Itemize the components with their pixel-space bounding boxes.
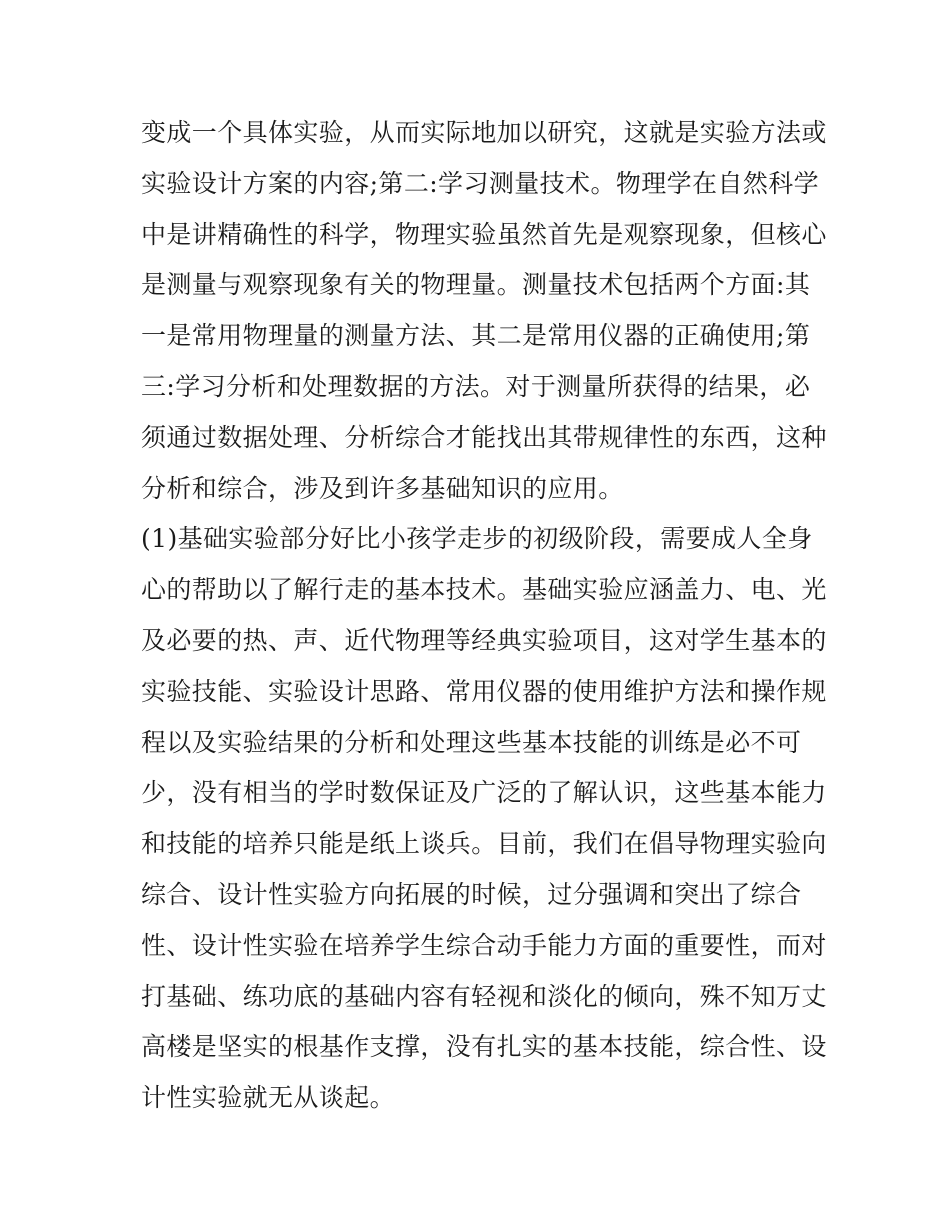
- text-line: 打基础、练功底的基础内容有轻视和淡化的倾向，殊不知万丈: [141, 981, 827, 1011]
- text-line: 少，没有相当的学时数保证及广泛的了解认识，这些基本能力: [141, 778, 827, 808]
- text-line: 实验技能、实验设计思路、常用仪器的使用维护方法和操作规: [141, 676, 827, 706]
- text-line: 和技能的培养只能是纸上谈兵。目前，我们在倡导物理实验向: [141, 829, 827, 859]
- text-line: 中是讲精确性的科学，物理实验虽然首先是观察现象，但核心: [141, 219, 827, 249]
- body-text: [141, 108, 827, 1124]
- text-line: 心的帮助以了解行走的基本技术。基础实验应涵盖力、电、光: [141, 575, 827, 605]
- text-line: 性、设计性实验在培养学生综合动手能力方面的重要性，而对: [141, 930, 827, 960]
- text-line: 实验设计方案的内容;第二:学习测量技术。物理学在自然科学: [141, 168, 820, 198]
- text-line: (1)基础实验部分好比小孩学走步的初级阶段，需要成人全身: [141, 524, 813, 554]
- text-line: 综合、设计性实验方向拓展的时候，过分强调和突出了综合: [141, 879, 802, 909]
- text-line: 高楼是坚实的根基作支撑，没有扎实的基本技能，综合性、设: [141, 1032, 827, 1062]
- text-line: 计性实验就无从谈起。: [141, 1083, 396, 1113]
- text-line: 三:学习分析和处理数据的方法。对于测量所获得的结果，必: [141, 371, 811, 401]
- text-line: 是测量与观察现象有关的物理量。测量技术包括两个方面:其: [141, 270, 811, 300]
- text-line: 分析和综合，涉及到许多基础知识的应用。: [141, 473, 624, 503]
- text-line: 变成一个具体实验，从而实际地加以研究，这就是实验方法或: [141, 118, 827, 147]
- text-line: 及必要的热、声、近代物理等经典实验项目，这对学生基本的: [141, 625, 827, 655]
- text-line: 一是常用物理量的测量方法、其二是常用仪器的正确使用;第: [141, 321, 811, 351]
- text-line: 程以及实验结果的分析和处理这些基本技能的训练是必不可: [141, 727, 802, 757]
- text-line: 须通过数据处理、分析综合才能找出其带规律性的东西，这种: [141, 422, 827, 452]
